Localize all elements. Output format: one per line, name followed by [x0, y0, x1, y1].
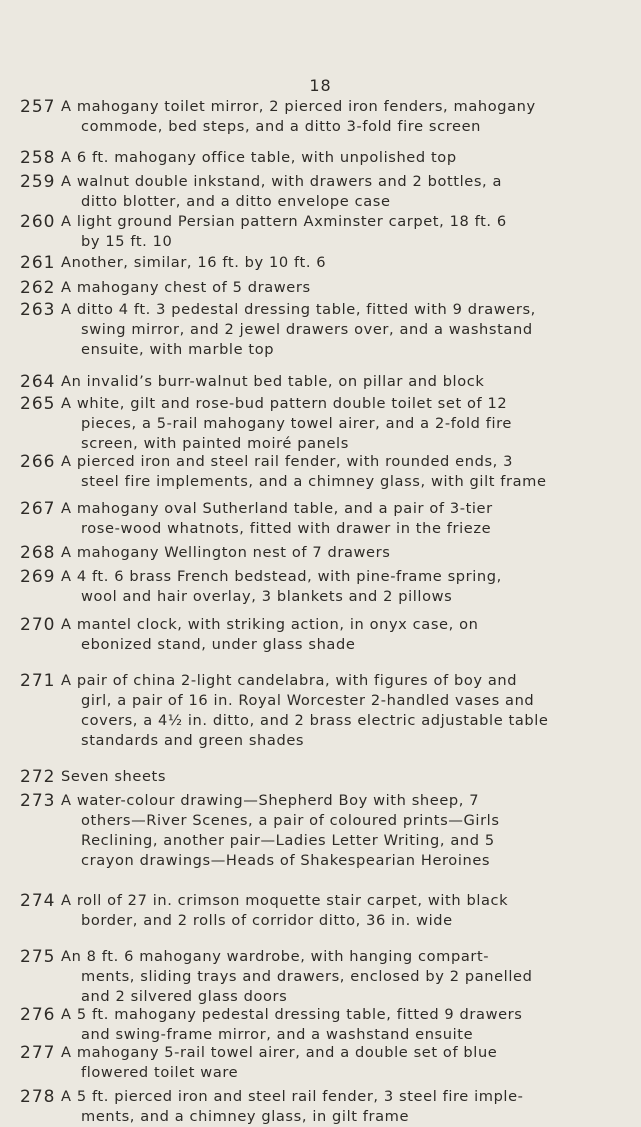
lot-description-line: An 8 ft. 6 mahogany wardrobe, with hanging compart-: [61, 948, 490, 965]
lot-number: 278: [20, 1087, 56, 1107]
lot-description: [61, 452, 631, 492]
lot-description-line: A 5 ft. pierced iron and steel rail fender, 3 steel fire imple-: [61, 1088, 524, 1105]
lot-description-line: and swing-frame mirror, and a washstand ensuite: [81, 1026, 474, 1043]
lot-description: [61, 372, 631, 392]
lot-description-line: A white, gilt and rose-bud pattern double toilet set of 12: [61, 395, 508, 412]
lot-number: 265: [20, 394, 56, 414]
lot-description-line: A ditto 4 ft. 3 pedestal dressing table, fitted with 9 drawers,: [61, 301, 536, 318]
lot-number: 262: [20, 278, 56, 298]
lot-description: [61, 300, 631, 360]
lot-description-line: A pierced iron and steel rail fender, with rounded ends, 3: [61, 453, 514, 470]
lot-number: 272: [20, 767, 56, 787]
lot-description-line: standards and green shades: [81, 732, 305, 749]
lot-number: 270: [20, 615, 56, 635]
lot-number: 261: [20, 253, 56, 273]
lot-description: [61, 567, 631, 607]
lot-number: 276: [20, 1005, 56, 1025]
lot-description-line: ensuite, with marble top: [81, 341, 275, 358]
lot-description-line: A mahogany 5-rail towel airer, and a double set of blue: [61, 1044, 498, 1061]
lot-description-line: A mahogany oval Sutherland table, and a pair of 3-tier: [61, 500, 493, 517]
lot-description: [61, 767, 631, 787]
lot-number: 275: [20, 947, 56, 967]
lot-description-line: A mahogany Wellington nest of 7 drawers: [61, 544, 391, 561]
lot-description: [61, 278, 631, 298]
lot-number: 263: [20, 300, 56, 320]
lot-description-line: A light ground Persian pattern Axminster carpet, 18 ft. 6: [61, 213, 507, 230]
lot-description-line: A 6 ft. mahogany office table, with unpolished top: [61, 149, 457, 166]
lot-description-line: commode, bed steps, and a ditto 3-fold fire screen: [81, 118, 482, 135]
lot-description-line: others—River Scenes, a pair of coloured prints—Girls: [81, 812, 500, 829]
lot-number: 277: [20, 1043, 56, 1063]
lot-description: [61, 394, 631, 454]
lot-description: [61, 212, 631, 252]
lot-description-line: A mantel clock, with striking action, in onyx case, on: [61, 616, 479, 633]
lot-description-line: swing mirror, and 2 jewel drawers over, and a washstand: [81, 321, 533, 338]
lot-description-line: Seven sheets: [61, 768, 167, 785]
lot-number: 273: [20, 791, 56, 811]
lot-number: 266: [20, 452, 56, 472]
lot-description-line: A mahogany chest of 5 drawers: [61, 279, 311, 296]
lot-number: 269: [20, 567, 56, 587]
lot-number: 264: [20, 372, 56, 392]
lot-description-line: Reclining, another pair—Ladies Letter Writing, and 5: [81, 832, 495, 849]
lot-description: [61, 97, 631, 137]
lot-number: 259: [20, 172, 56, 192]
lot-description-line: An invalid’s burr-walnut bed table, on pillar and block: [61, 373, 485, 390]
lot-description: [61, 671, 631, 751]
lot-description-line: A 5 ft. mahogany pedestal dressing table, fitted 9 drawers: [61, 1006, 523, 1023]
lot-number: 274: [20, 891, 56, 911]
lot-number: 257: [20, 97, 56, 117]
lot-description-line: ments, sliding trays and drawers, enclosed by 2 panelled: [81, 968, 533, 985]
lot-description-line: rose-wood whatnots, fitted with drawer in the frieze: [81, 520, 492, 537]
lot-number: 267: [20, 499, 56, 519]
lot-description: [61, 891, 631, 931]
lot-description: [61, 1005, 631, 1045]
lot-description: [61, 1043, 631, 1083]
lot-description: [61, 791, 631, 871]
lot-description-line: pieces, a 5-rail mahogany towel airer, and a 2-fold fire: [81, 415, 512, 432]
lot-description-line: steel fire implements, and a chimney glass, with gilt frame: [81, 473, 547, 490]
lot-description-line: A walnut double inkstand, with drawers and 2 bottles, a: [61, 173, 503, 190]
lot-number: 260: [20, 212, 56, 232]
lot-description-line: A pair of china 2-light candelabra, with figures of boy and: [61, 672, 518, 689]
lot-description-line: A 4 ft. 6 brass French bedstead, with pine-frame spring,: [61, 568, 502, 585]
lot-description: [61, 615, 631, 655]
lot-description-line: flowered toilet ware: [81, 1064, 239, 1081]
lot-number: 268: [20, 543, 56, 563]
lot-description-line: covers, a 4½ in. ditto, and 2 brass electric adjustable table: [81, 712, 549, 729]
lot-description-line: ditto blotter, and a ditto envelope case: [81, 193, 391, 210]
lot-description: [61, 947, 631, 1007]
lot-number: 258: [20, 148, 56, 168]
lot-description-line: Another, similar, 16 ft. by 10 ft. 6: [61, 254, 327, 271]
lot-description-line: wool and hair overlay, 3 blankets and 2 pillows: [81, 588, 453, 605]
lot-description: [61, 253, 631, 273]
lot-description-line: ments, and a chimney glass, in gilt frame: [81, 1108, 410, 1125]
lot-description: [61, 148, 631, 168]
lot-description-line: A water-colour drawing—Shepherd Boy with sheep, 7: [61, 792, 480, 809]
lot-description-line: A mahogany toilet mirror, 2 pierced iron fenders, mahogany: [61, 98, 536, 115]
lot-description-line: A roll of 27 in. crimson moquette stair carpet, with black: [61, 892, 509, 909]
lot-description: [61, 1087, 631, 1127]
page-number: 18: [309, 76, 332, 95]
lot-description-line: girl, a pair of 16 in. Royal Worcester 2-handled vases and: [81, 692, 535, 709]
lot-description: [61, 172, 631, 212]
lot-number: 271: [20, 671, 56, 691]
lot-description-line: screen, with painted moiré panels: [81, 435, 349, 452]
lot-description-line: crayon drawings—Heads of Shakespearian Heroines: [81, 852, 491, 869]
lot-description-line: by 15 ft. 10: [81, 233, 173, 250]
lot-description: [61, 543, 631, 563]
lot-description: [61, 499, 631, 539]
lot-description-line: border, and 2 rolls of corridor ditto, 36 in. wide: [81, 912, 453, 929]
lot-description-line: ebonized stand, under glass shade: [81, 636, 356, 653]
lot-description-line: and 2 silvered glass doors: [81, 988, 288, 1005]
